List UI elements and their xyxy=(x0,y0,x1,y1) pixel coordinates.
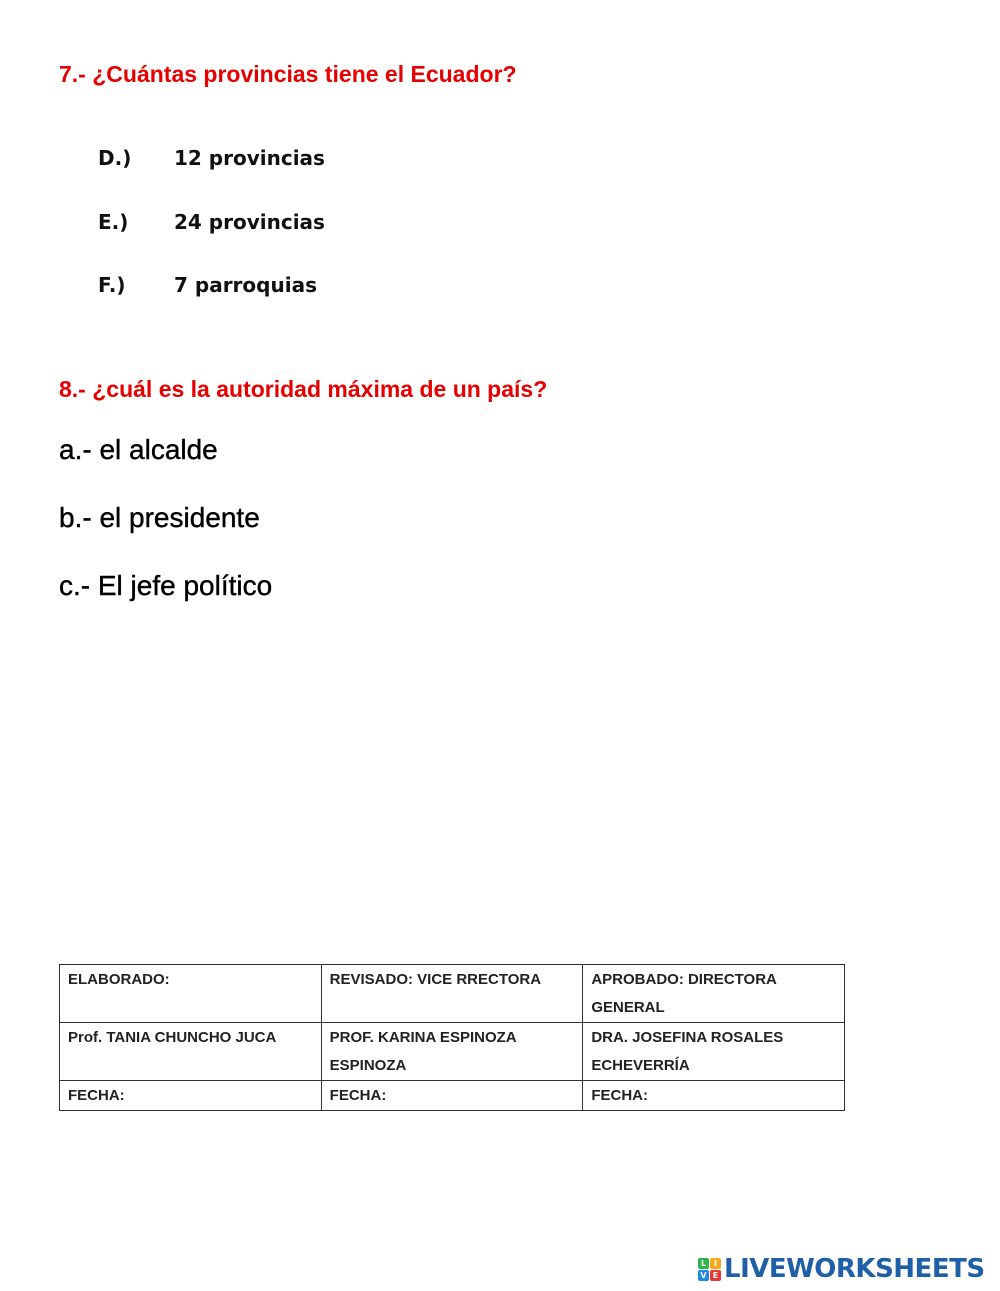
option-text: 12 provincias xyxy=(174,146,325,170)
table-row xyxy=(60,1081,845,1111)
liveworksheets-logo[interactable] xyxy=(698,1254,985,1284)
question-8-answer-c[interactable]: c.- El jefe político xyxy=(59,570,273,601)
table-cell: ELABORADO: xyxy=(60,965,322,1023)
logo-mark-tile: L xyxy=(698,1258,709,1269)
table-cell: APROBADO: DIRECTORA GENERAL xyxy=(583,965,845,1023)
table-cell: DRA. JOSEFINA ROSALES ECHEVERRÍA xyxy=(583,1023,845,1081)
table-cell: Prof. TANIA CHUNCHO JUCA xyxy=(60,1023,322,1081)
question-7-option-f[interactable] xyxy=(98,273,317,297)
table-cell: FECHA: xyxy=(321,1081,583,1111)
table-row xyxy=(60,1023,845,1081)
option-text: 24 provincias xyxy=(174,210,325,234)
question-7-option-e[interactable] xyxy=(98,210,325,234)
question-8-title: 8.- ¿cuál es la autoridad máxima de un país? xyxy=(59,376,548,402)
question-8-answer-b[interactable]: b.- el presidente xyxy=(59,502,260,533)
option-letter: F.) xyxy=(98,273,126,297)
table-cell: REVISADO: VICE RRECTORA xyxy=(321,965,583,1023)
logo-text: LIVEWORKSHEETS xyxy=(724,1254,985,1284)
question-7-title: 7.- ¿Cuántas provincias tiene el Ecuador? xyxy=(59,61,517,87)
table-cell: FECHA: xyxy=(583,1081,845,1111)
logo-mark-tile: I xyxy=(710,1258,721,1269)
logo-mark-tile: E xyxy=(710,1270,721,1281)
option-letter: E.) xyxy=(98,210,129,234)
table-cell: PROF. KARINA ESPINOZA ESPINOZA xyxy=(321,1023,583,1081)
option-letter: D.) xyxy=(98,146,132,170)
question-8-answer-a[interactable]: a.- el alcalde xyxy=(59,434,218,465)
table-row xyxy=(60,965,845,1023)
signature-table xyxy=(59,964,845,1111)
logo-mark-tile: V xyxy=(698,1270,709,1281)
question-7-option-d[interactable] xyxy=(98,146,325,170)
table-cell: FECHA: xyxy=(60,1081,322,1111)
logo-mark-icon xyxy=(698,1258,721,1281)
option-text: 7 parroquias xyxy=(174,273,317,297)
